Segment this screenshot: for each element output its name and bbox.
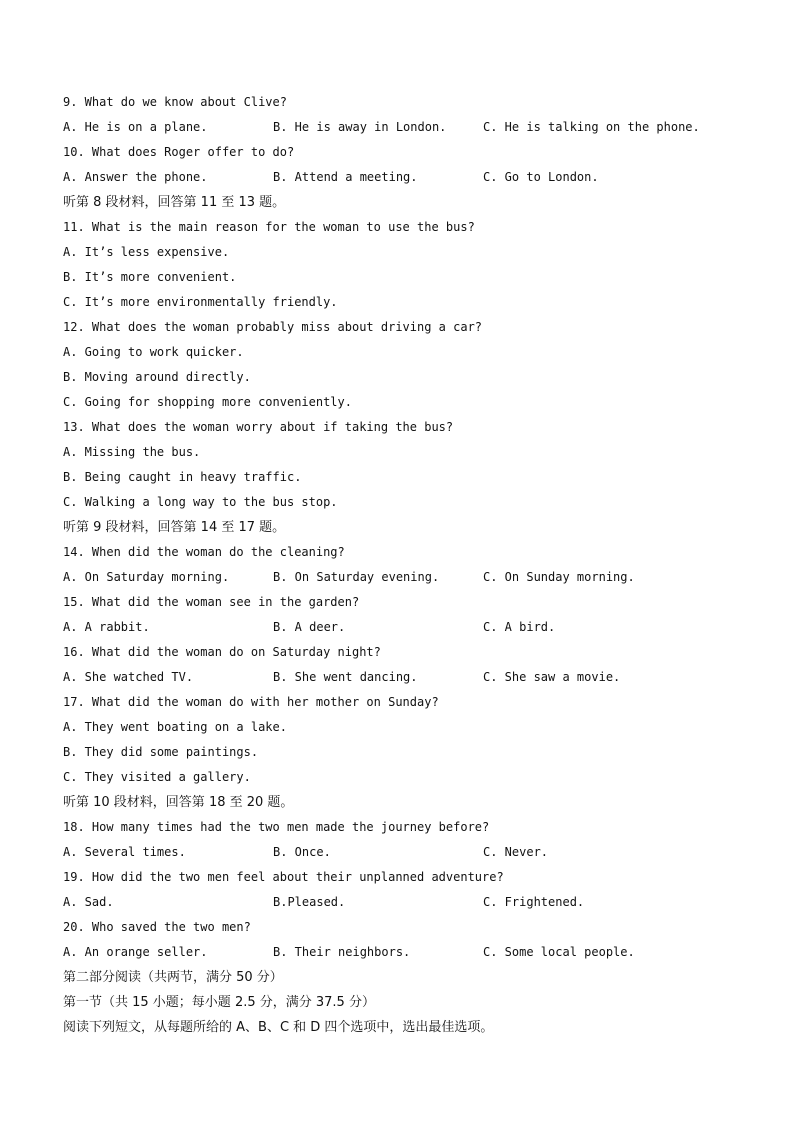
option-c: C. On Sunday morning.: [483, 570, 635, 584]
exam-content: [63, 90, 743, 1040]
option-b: B.Pleased.: [273, 895, 346, 909]
question-line: A. Missing the bus.: [63, 445, 201, 459]
option-c: C. He is talking on the phone.: [483, 120, 700, 134]
question-line: 13. What does the woman worry about if taking the bus?: [63, 420, 454, 434]
question-line: 9. What do we know about Clive?: [63, 95, 287, 109]
answer-options-row: [63, 565, 743, 590]
option-a: A. Sad.: [63, 895, 114, 909]
question-line: 17. What did the woman do with her mother on Sunday?: [63, 695, 439, 709]
question-line: 19. How did the two men feel about their unplanned adventure?: [63, 870, 504, 884]
option-b: B. She went dancing.: [273, 670, 418, 684]
question-line: C. Walking a long way to the bus stop.: [63, 495, 338, 509]
section-instruction: 第一节（共 15 小题；每小题 2.5 分，满分 37.5 分）: [63, 995, 375, 1010]
option-a: A. He is on a plane.: [63, 120, 208, 134]
answer-options-row: [63, 940, 743, 965]
question-line: C. They visited a gallery.: [63, 770, 251, 784]
option-a: A. Answer the phone.: [63, 170, 208, 184]
question-line: B. Being caught in heavy traffic.: [63, 470, 302, 484]
section-instruction: 阅读下列短文，从每题所给的 A、B、C 和 D 四个选项中，选出最佳选项。: [63, 1020, 494, 1035]
question-line: C. Going for shopping more conveniently.: [63, 395, 352, 409]
question-line: 14. When did the woman do the cleaning?: [63, 545, 345, 559]
question-line: B. It’s more convenient.: [63, 270, 237, 284]
question-line: 11. What is the main reason for the woman to use the bus?: [63, 220, 475, 234]
question-line: B. Moving around directly.: [63, 370, 251, 384]
option-b: B. On Saturday evening.: [273, 570, 440, 584]
option-a: A. She watched TV.: [63, 670, 194, 684]
option-c: C. She saw a movie.: [483, 670, 621, 684]
question-line: 10. What does Roger offer to do?: [63, 145, 295, 159]
option-c: C. Go to London.: [483, 170, 599, 184]
question-line: 15. What did the woman see in the garden?: [63, 595, 360, 609]
question-line: 12. What does the woman probably miss about driving a car?: [63, 320, 483, 334]
question-line: A. It’s less expensive.: [63, 245, 230, 259]
question-line: A. Going to work quicker.: [63, 345, 244, 359]
option-c: C. Never.: [483, 845, 549, 859]
option-c: C. Frightened.: [483, 895, 585, 909]
answer-options-row: [63, 615, 743, 640]
option-c: C. Some local people.: [483, 945, 635, 959]
question-line: 16. What did the woman do on Saturday night?: [63, 645, 381, 659]
option-b: B. A deer.: [273, 620, 346, 634]
section-instruction: 听第 9 段材料，回答第 14 至 17 题。: [63, 520, 286, 535]
answer-options-row: [63, 665, 743, 690]
option-a: A. A rabbit.: [63, 620, 150, 634]
option-b: B. Attend a meeting.: [273, 170, 418, 184]
option-b: B. Once.: [273, 845, 331, 859]
section-instruction: 第二部分阅读（共两节，满分 50 分）: [63, 970, 283, 985]
answer-options-row: [63, 165, 743, 190]
option-a: A. Several times.: [63, 845, 186, 859]
answer-options-row: [63, 890, 743, 915]
option-c: C. A bird.: [483, 620, 556, 634]
option-a: A. On Saturday morning.: [63, 570, 230, 584]
question-line: A. They went boating on a lake.: [63, 720, 287, 734]
option-b: B. Their neighbors.: [273, 945, 411, 959]
section-instruction: 听第 8 段材料，回答第 11 至 13 题。: [63, 195, 286, 210]
answer-options-row: [63, 115, 743, 140]
question-line: 20. Who saved the two men?: [63, 920, 251, 934]
answer-options-row: [63, 840, 743, 865]
option-b: B. He is away in London.: [273, 120, 447, 134]
section-instruction: 听第 10 段材料，回答第 18 至 20 题。: [63, 795, 294, 810]
question-line: C. It’s more environmentally friendly.: [63, 295, 338, 309]
question-line: 18. How many times had the two men made the journey before?: [63, 820, 490, 834]
question-line: B. They did some paintings.: [63, 745, 259, 759]
option-a: A. An orange seller.: [63, 945, 208, 959]
